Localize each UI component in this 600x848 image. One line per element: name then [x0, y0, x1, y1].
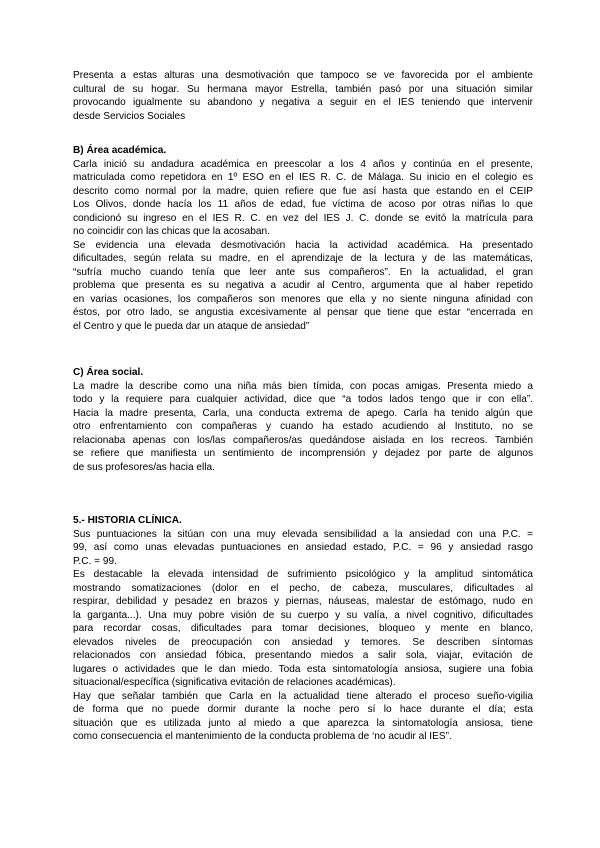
text-line: de sus profesores/as hacia ella.	[73, 461, 215, 473]
text-line: Hacia la madre presenta, Carla, una conducta extrema de apego. Carla ha tenido algún que	[73, 407, 533, 419]
text-line: elevados niveles de preocupación con ansiedad y temores. Se describen síntomas	[73, 636, 533, 648]
text-line: éstos, por otro lado, se angustia excesivamente al pensar que tiene que estar “encerrada en	[73, 307, 533, 318]
text-line: se refiere que manifiesta un sentimiento de incomprensión y dejadez por parte de algunos	[73, 448, 533, 459]
text-line: la garganta...). Una muy pobre visión de su cuerpo y su valía, a nivel cognitivo, dificultades	[73, 609, 533, 621]
text-line: condicionó su ingreso en el IES R. C. en vez del IES J. C. donde se evitó la matrícula para	[73, 212, 533, 224]
text-line: 99, así como unas elevadas puntuaciones en ansiedad estado, P.C. = 96 y ansiedad rasgo	[73, 542, 533, 553]
text-line: descrito como normal por la madre, quien refiere que fue así hasta que estando en el CEIP	[73, 185, 533, 197]
text-line: dificultades, según relata su madre, en el aprendizaje de la lectura y de las matemáticas,	[73, 253, 533, 264]
text-line: Hay que señalar también que Carla en la actualidad tiene alterado el proceso sueño-vigilia	[73, 690, 533, 702]
text-line: P.C. = 99.	[73, 555, 117, 567]
text-line: como consecuencia el mantenimiento de la conducta problema de ‘no acudir al IES”.	[73, 731, 452, 742]
text-line: el Centro y que le pueda dar un ataque de ansiedad”	[73, 320, 310, 332]
intro-paragraph	[73, 69, 533, 123]
social-section	[73, 366, 533, 474]
clinical-section	[73, 514, 533, 744]
text-line: mostrando somatizaciones (dolor en el pecho, de cabeza, musculares, dificultades al	[73, 582, 533, 594]
text-line: cultural de su hogar. Su hermana mayor Estrella, también pasó por una situación similar	[73, 83, 533, 95]
text-line: Carla inició su andadura académica en preescolar a los 4 años y continúa en el presente,	[73, 158, 533, 170]
section-heading: 5.- HISTORIA CLÍNICA.	[73, 515, 182, 526]
academic-section	[73, 144, 533, 333]
section-heading: C) Área social.	[73, 367, 144, 378]
text-line: Se evidencia una elevada desmotivación hacia la actividad académica. Ha presentado	[73, 239, 533, 251]
text-line: de forma que no puede dormir durante la noche pero sí lo hace durante el día; esta	[73, 704, 533, 715]
text-line: La madre la describe como una niña más bien tímida, con pocas amigas. Presenta miedo a	[73, 380, 533, 392]
text-line: situacional/específica (significativa evitación de relaciones académicas).	[73, 677, 396, 688]
text-line: todo y la requiere para cualquier actividad, dice que “a todos lados tengo que ir con ella”.	[73, 394, 533, 405]
text-line: “sufría mucho cuando tenía que leer ante sus compañeros”. En la actualidad, el gran	[73, 266, 533, 278]
text-line: provocando igualmente su abandono y negativa a seguir en el IES teniendo que intervenir	[73, 97, 533, 108]
text-line: Sus puntuaciones la sitúan con una muy elevada sensibilidad a la ansiedad con una P.C. =	[73, 528, 533, 540]
text-line: no coincidir con las chicas que la acosaban.	[73, 226, 270, 237]
text-line: Es destacable la elevada intensidad de sufrimiento psicológico y la amplitud sintomática	[73, 569, 533, 580]
text-line: Presenta a estas alturas una desmotivación que tampoco se ve favorecida por el ambiente	[73, 70, 533, 81]
text-line: para recordar cosas, dificultades para tomar decisiones, bloqueo y mente en blanco,	[73, 623, 533, 634]
text-line: problema que presenta es su negativa a acudir al Centro, argumenta que al haber repetido	[73, 280, 533, 291]
text-line: Los Olivos, donde hacía los 11 años de edad, fue víctima de acoso por otras niñas lo que	[73, 199, 533, 210]
text-line: relacionados con ansiedad fóbica, presentando miedos a salir sola, viajar, evitación de	[73, 650, 533, 661]
text-line: otro enfrentamiento con compañeras y cuando ha estado acudiendo al Instituto, no se	[73, 421, 533, 432]
text-line: relacionaba apenas con los/las compañeros/as quedándose aislada en los recreos. También	[73, 434, 533, 446]
section-heading: B) Área académica.	[73, 145, 167, 156]
text-line: respirar, debilidad y pesadez en brazos y piernas, náuseas, malestar de estómago, nudo en	[73, 596, 533, 607]
text-line: matriculada como repetidora en 1º ESO en el IES R. C. de Málaga. Su inicio en el colegio es	[73, 172, 533, 183]
text-line: situación que es utilizada junto al miedo a que aparezca la sintomatología ansiosa, tiene	[73, 717, 533, 729]
text-line: en varias ocasiones, los compañeros son menores que ella y no siente ninguna afinidad con	[73, 293, 533, 305]
text-line: lugares o actividades que le dan miedo. Toda esta sintomatología ansiosa, sugiere una fobia	[73, 663, 533, 675]
text-line: desde Servicios Sociales	[73, 110, 186, 122]
